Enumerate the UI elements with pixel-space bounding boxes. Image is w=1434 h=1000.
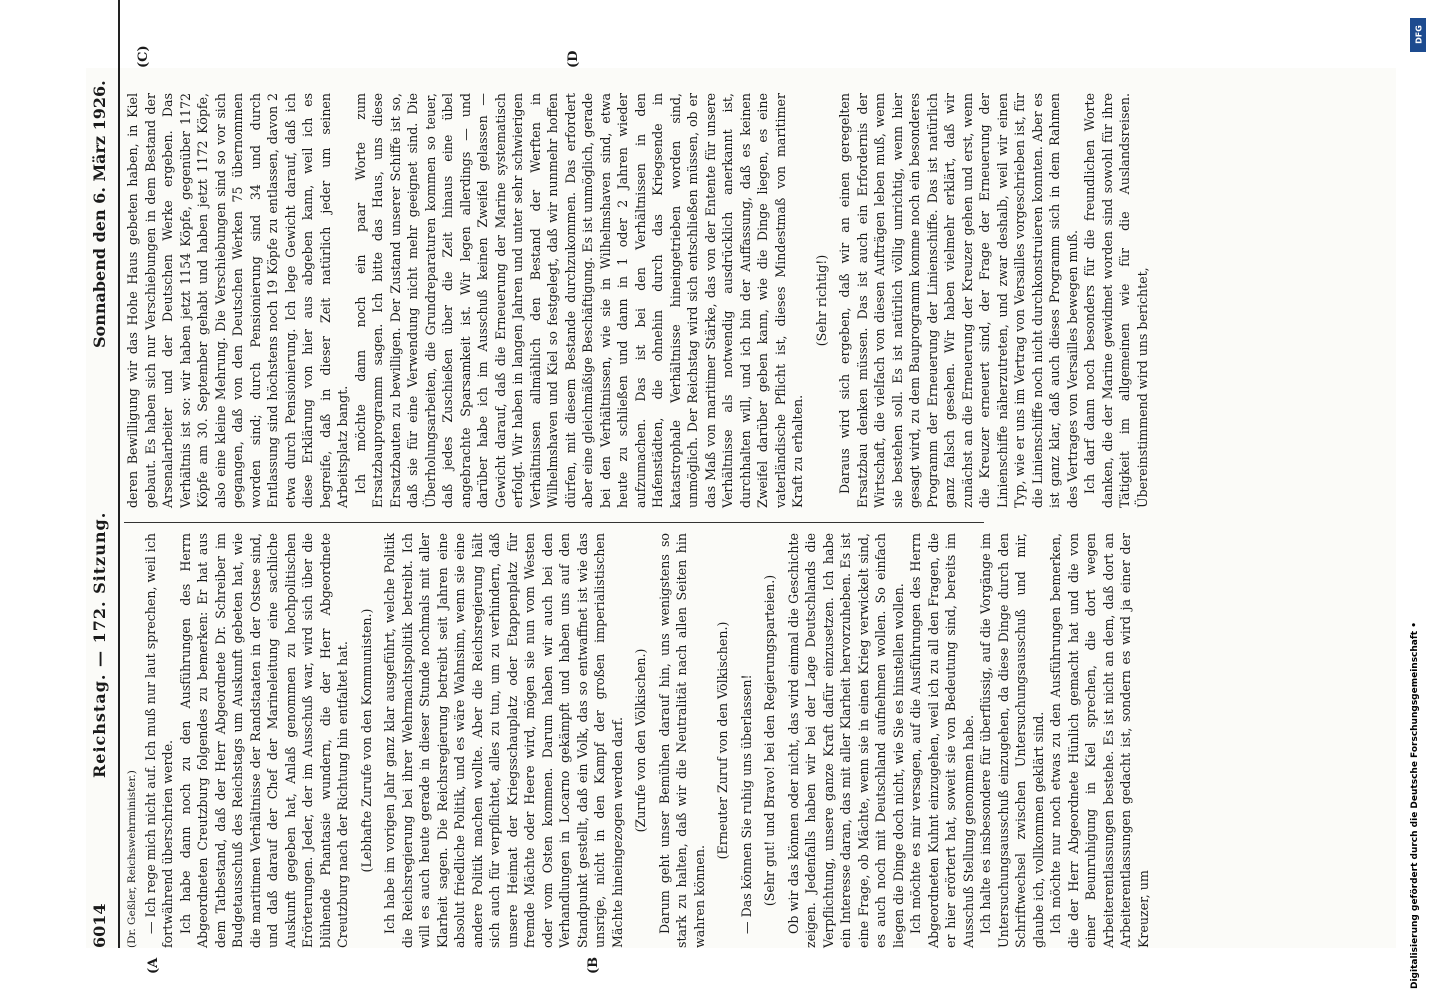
- left-column: [124, 533, 1151, 948]
- aside: — Das können Sie ruhig uns überlassen!: [738, 674, 754, 934]
- header-rule: [118, 0, 120, 948]
- paragraph: Darum geht unser Bemühen darauf hin, uns wenigstens so stark zu halten, daß wir die Neutralität nach allen Seiten hin wahren können.: [656, 533, 707, 948]
- rotated-page-content: [86, 45, 1396, 974]
- margin-letter-d: (D: [566, 50, 581, 68]
- interjection: (Sehr richtig!): [813, 254, 829, 347]
- paragraph: — Ich rege mich nicht auf. Ich muß nur laut sprechen, weil ich fortwährend überschrien werde.: [142, 533, 175, 948]
- paragraph: Ich möchte es mir versagen, auf die Ausführungen des Herrn Abgeordneten Kuhnt einzugehen, weil ich zu all den Fragen, die er hier erörtert hat, soweit sie von Bedeutung sind, bereits im Ausschuß Stellung genommen habe.: [908, 533, 976, 948]
- credit-text: Digitalisierung gefördert durch die Deutsche Forschungsgemeinschaft •: [1410, 622, 1420, 989]
- paragraph: Ich halte es insbesondere für überflüssig, auf die Vorgänge im Untersuchungsausschuß einzugehen, da diese Dinge durch den Schriftwechsel zwischen Untersuchungsausschuß und mir, glaube ich, vollkommen geklärt sind.: [978, 533, 1046, 948]
- scanned-page: [86, 45, 1396, 974]
- dfg-logo-text: DFG: [1414, 25, 1424, 44]
- interjection: (Lebhafte Zurufe von den Kommunisten.): [358, 608, 374, 873]
- margin-letter-b: (B: [586, 956, 601, 974]
- paragraph: Ob wir das können oder nicht, das wird einmal die Geschichte zeigen. Jedenfalls haben wir bei der Lage Deutschlands die Verpflichtung, unsere ganze Kraft dafür einzusetzen. Ich habe ein Interesse daran, das mit aller Klarheit hervorzuheben. Es ist eine Frage, ob Mächte, wenn sie in einen Krieg verwickelt sind, es auch noch mit Deutschland aufnehmen wollen. So einfach liegen die Dinge doch nicht, wie Sie es hinstellen wollen.: [785, 533, 906, 948]
- margin-letter-c: (C): [136, 45, 151, 68]
- paragraph: Ich möchte nur noch etwas zu den Ausführungen bemerken, die der Herr Abgeordnete Hünlich gemacht hat und die von einer Beunruhigung in Kiel sprechen, die dort wegen Arbeiterentlassungen bestehe. Es ist nicht an dem, daß dort an Arbeiterentlassungen gedacht ist, sondern es wird ja einer der Kreuzer, um: [1048, 533, 1151, 948]
- page-number: 6014: [90, 903, 109, 948]
- paragraph: Ich möchte dann noch ein paar Worte zum Ersatzbauprogramm sagen. Ich bitte das Haus, uns diese Ersatzbauten zu bewilligen. Der Zustand unserer Schiffe ist so, daß sie für eine Verwendung nicht mehr geeignet sind. Die Überholungsarbeiten, die Grundreparaturen kommen so teuer, daß jedes Zuschießen über die Zeit hinaus eine übel angebrachte Sparsamkeit ist. Wir legen allerdings — und darüber habe ich im Ausschuß keinen Zweifel gelassen — Gewicht darauf, daß die Erneuerung der Marine systematisch erfolgt. Wir haben in langen Jahren und unter sehr schwierigen Verhältnissen allmählich den Bestand der Werften in Wilhelmshaven und Kiel so festgelegt, daß wir nunmehr hoffen dürfen, mit diesem Bestande durchzukommen. Das erfordert aber eine gleichmäßige Beschäftigung. Es ist unmöglich, gerade bei den Verhältnissen, wie sie in Wilhelmshaven sind, etwa heute zu schließen und dann in 1 oder 2 Jahren wieder aufzumachen. Das ist bei den Verhältnissen in den Hafenstädten, die ohnehin durch das Kriegsende in katastrophale Verhältnisse hineingetrieben worden sind, unmöglich. Der Reichstag wird sich entschließen müssen, ob er das Maß von maritimer Stärke, das von der Entente für unsere Verhältnisse als notwendig ausdrücklich anerkannt ist, durchhalten will, und ich bin der Auffassung, daß es keinen Zweifel darüber geben kann, wie die Dinge liegen, es eine vaterländische Pflicht ist, dieses Mindestmaß von maritimer Kraft zu erhalten.: [352, 93, 805, 508]
- margin-letter-a: (A: [146, 957, 161, 974]
- interjection: (Zurufe von den Völkischen.): [633, 648, 648, 833]
- interjection: (Erneuter Zuruf von den Völkischen.): [715, 621, 730, 860]
- right-column: [124, 93, 1150, 508]
- column-divider: [124, 522, 984, 523]
- paragraph: deren Bewilligung wir das Hohe Haus gebeten haben, in Kiel gebaut. Es haben sich nur Verschiebungen in dem Bestand der Arsenalarbeiter und der Deutschen Werke ergeben. Das Verhältnis ist so: wir haben jetzt 1154 Köpfe, gegenüber 1172 Köpfe am 30. September gehabt und haben jetzt 1172 Köpfe, also eine kleine Mehrung. Die Verschiebungen sind so vor sich gegangen, daß von den Deutschen Werken 75 übernommen worden sind; durch Pensionierung sind 34 und durch Entlassung sind höchstens noch 19 Köpfe zu entlassen, davon 2 etwa durch Pensionierung. Ich lege Gewicht darauf, daß ich diese Erklärung von hier aus abgeben kann, weil ich es begreife, daß in dieser Zeit natürlich jeder um seinen Arbeitsplatz bangt.: [125, 93, 350, 508]
- paragraph: Ich habe dann noch zu den Ausführungen des Herrn Abgeordneten Creutzburg folgendes zu bemerken: Er hat aus dem Tatbestand, daß der Herr Abgeordnete Dr. Schreiber im Budgetausschuß des Reichstags um Auskunft gebeten hat, wie die maritimen Verhältnisse der Randstaaten in der Ostsee sind, und daß darauf der Chef der Marineleitung eine sachliche Auskunft gegeben hat, Anlaß genommen zu hochpolitischen Erörterungen. Jeder, der im Ausschuß war, wird sich über die blühende Phantasie wundern, die der Herr Abgeordnete Creutzburg nach der Richtung hin entfaltet hat.: [177, 533, 350, 948]
- paragraph: Ich darf dann noch besonders für die freundlichen Worte danken, die der Marine gewidmet worden sind sowohl für ihre Tätigkeit im allgemeinen wie für die Auslandsreisen. Übereinstimmend wird uns berichtet,: [1082, 93, 1150, 508]
- paragraph: Daraus wird sich ergeben, daß wir an einen geregelten Ersatzbau denken müssen. Das ist auch ein Erfordernis der Wirtschaft, die vielfach von diesen Aufträgen leben muß, wenn sie bestehen soll. Es ist natürlich völlig unrichtig, wenn hier gesagt wird, zu dem Bauprogramm komme noch ein besonderes Programm der Erneuerung der Linienschiffe. Das ist natürlich ganz falsch gesehen. Wir haben vielmehr erklärt, daß wir zunächst an die Erneuerung der Kreuzer gehen und erst, wenn die Kreuzer erneuert sind, der Frage der Erneuerung der Linienschiffe näherzutreten, und zwar deshalb, weil wir einen Typ, wie er uns im Vertrag von Versailles vorgeschrieben ist, für die Linienschiffe noch nicht durchkonstruieren konnten. Aber es ist ganz klar, daß auch dieses Programm sich in dem Rahmen des Vertrages von Versailles bewegen muß.: [837, 93, 1080, 508]
- session-date: Sonnabend den 6. März 1926.: [90, 80, 109, 348]
- speaker-line: (Dr. Geßler, Reichswehrminister.): [126, 770, 138, 948]
- session-title: Reichstag. — 172. Sitzung.: [90, 511, 109, 778]
- interjection: (Sehr gut! und Bravo! bei den Regierungsparteien.): [762, 574, 777, 907]
- digitization-credit: [1410, 10, 1428, 990]
- page-header: [86, 68, 116, 948]
- paragraph: Ich habe im vorigen Jahr ganz klar ausgeführt, welche Politik die Reichsregierung bei ihrer Wehrmachtspolitik betreibt. Ich will es auch heute gerade in dieser Stunde nochmals mit aller Klarheit sagen. Die Reichsregierung betreibt seit Jahren eine absolut friedliche Politik, und es wäre Wahnsinn, wenn sie eine andere Politik machen wollte. Aber die Reichsregierung hält sich auch für verpflichtet, alles zu tun, um zu verhindern, daß unsere Heimat der Kriegsschauplatz oder Etappenplatz für fremde Mächte oder Heere wird, mögen sie nun vom Westen oder vom Osten kommen. Darum haben wir auch bei den Verhandlungen in Locarno gekämpft und haben uns auf den Standpunkt gestellt, daß ein Volk, das so entwaffnet ist wie das unsrige, nicht in den Kampf der großen imperialistischen Mächte hineingezogen werden darf.: [382, 533, 625, 948]
